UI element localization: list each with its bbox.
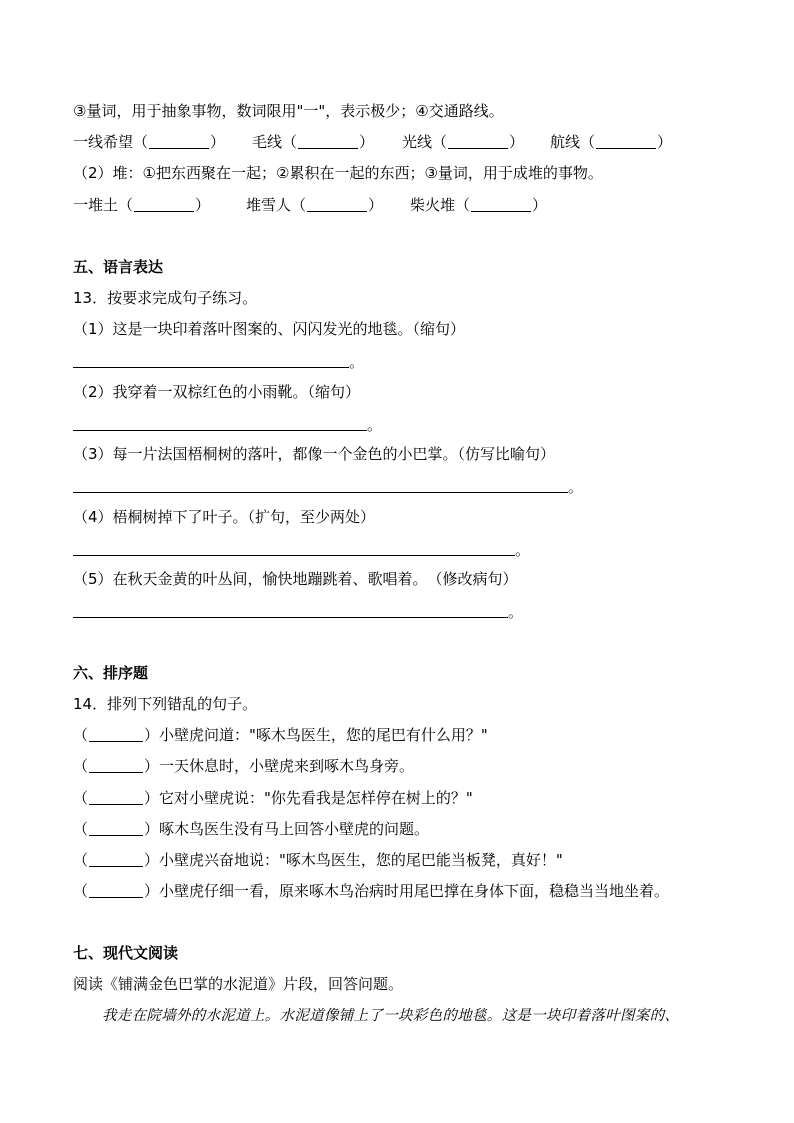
open-paren: （ — [73, 851, 89, 869]
reading-intro: 阅读《铺满金色巴掌的水泥道》片段，回答问题。 — [73, 975, 404, 993]
ordering-text: 小壁虎仔细一看，原来啄木鸟治病时用尾巴撑在身体下面，稳稳当当地坐着。 — [159, 882, 670, 900]
word-item — [73, 132, 225, 152]
close-paren: ） — [144, 789, 160, 807]
open-paren: （ — [291, 196, 307, 214]
word-item — [252, 132, 374, 152]
word-label: 柴火堆 — [410, 196, 456, 214]
period: 。 — [367, 416, 383, 434]
period: 。 — [568, 478, 584, 496]
order-blank[interactable] — [89, 883, 143, 898]
section-5-title: 五、语言表达 — [73, 258, 164, 276]
ordering-text: 小壁虎问道："啄木鸟医生，您的尾巴有什么用？" — [159, 726, 488, 744]
close-paren: ） — [144, 820, 160, 838]
answer-blank[interactable] — [448, 134, 508, 149]
word-item — [410, 195, 547, 215]
word-item — [246, 195, 383, 215]
open-paren: （ — [432, 133, 448, 151]
order-blank[interactable] — [89, 790, 143, 805]
order-blank[interactable] — [89, 821, 143, 836]
sentence-item: （3）每一片法国梧桐树的落叶，都像一个金色的小巴掌。（仿写比喻句） — [73, 445, 556, 463]
close-paren: ） — [657, 133, 673, 151]
answer-blank[interactable] — [134, 197, 194, 212]
passage-text: 我走在院墙外的水泥道上。水泥道像铺上了一块彩色的地毯。这是一块印着落叶图案的、 — [102, 1008, 680, 1024]
sentence-item: （2）我穿着一双棕红色的小雨靴。（缩句） — [73, 383, 361, 401]
period: 。 — [349, 353, 365, 371]
open-paren: （ — [73, 726, 89, 744]
open-paren: （ — [73, 789, 89, 807]
order-blank[interactable] — [89, 758, 143, 773]
period: 。 — [515, 541, 531, 559]
answer-blank[interactable] — [596, 134, 656, 149]
open-paren: （ — [73, 757, 89, 775]
ordering-item — [73, 756, 414, 776]
question-13: 13．按要求完成句子练习。 — [73, 289, 258, 307]
word-label: 一线希望 — [73, 133, 134, 151]
word-item — [550, 132, 672, 152]
ordering-text: 小壁虎兴奋地说："啄木鸟医生，您的尾巴能当板凳，真好！" — [159, 851, 563, 869]
answer-line[interactable] — [73, 430, 367, 431]
section-6-title: 六、排序题 — [73, 664, 149, 682]
word-label: 堆雪人 — [246, 196, 292, 214]
close-paren: ） — [144, 757, 160, 775]
open-paren: （ — [133, 133, 149, 151]
answer-line[interactable] — [73, 555, 515, 556]
close-paren: ） — [144, 726, 160, 744]
word-item — [402, 132, 524, 152]
question-14: 14．排列下列错乱的句子。 — [73, 695, 258, 713]
ordering-item — [73, 725, 488, 745]
close-paren: ） — [368, 196, 384, 214]
answer-line[interactable] — [73, 617, 508, 618]
order-blank[interactable] — [89, 852, 143, 867]
open-paren: （ — [118, 196, 134, 214]
close-paren: ） — [195, 196, 211, 214]
word-label: 一堆土 — [73, 196, 119, 214]
close-paren: ） — [359, 133, 375, 151]
answer-blank[interactable] — [307, 197, 367, 212]
sentence-item: （1）这是一块印着落叶图案的、闪闪发光的地毯。（缩句） — [73, 320, 466, 338]
order-blank[interactable] — [89, 727, 143, 742]
answer-blank[interactable] — [149, 134, 209, 149]
q12-liang-definition: ③量词，用于抽象事物，数词限用"一"，表示极少；④交通路线。 — [73, 102, 504, 120]
section-7-title: 七、现代文阅读 — [73, 944, 179, 962]
q12-dui-definition: （2）堆：①把东西聚在一起；②累积在一起的东西；③量词，用于成堆的事物。 — [73, 164, 603, 182]
ordering-text: 它对小壁虎说："你先看我是怎样停在树上的？" — [159, 789, 473, 807]
ordering-text: 一天休息时，小壁虎来到啄木鸟身旁。 — [159, 757, 415, 775]
period: 。 — [508, 603, 524, 621]
ordering-item — [73, 881, 669, 901]
open-paren: （ — [282, 133, 298, 151]
word-label: 航线 — [550, 133, 581, 151]
word-label: 光线 — [402, 133, 433, 151]
close-paren: ） — [532, 196, 548, 214]
close-paren: ） — [144, 882, 160, 900]
word-item — [73, 195, 210, 215]
sentence-item: （4）梧桐树掉下了叶子。（扩句，至少两处） — [73, 508, 376, 526]
open-paren: （ — [580, 133, 596, 151]
open-paren: （ — [73, 820, 89, 838]
answer-line[interactable] — [73, 367, 349, 368]
close-paren: ） — [509, 133, 525, 151]
ordering-item — [73, 850, 563, 870]
answer-blank[interactable] — [298, 134, 358, 149]
word-label: 毛线 — [252, 133, 283, 151]
open-paren: （ — [73, 882, 89, 900]
answer-line[interactable] — [73, 492, 568, 493]
ordering-text: 啄木鸟医生没有马上回答小壁虎的问题。 — [159, 820, 430, 838]
ordering-item — [73, 819, 429, 839]
open-paren: （ — [455, 196, 471, 214]
sentence-item: （5）在秋天金黄的叶丛间，愉快地蹦跳着、歌唱着。 （修改病句） — [73, 570, 518, 588]
close-paren: ） — [144, 851, 160, 869]
ordering-item — [73, 788, 473, 808]
answer-blank[interactable] — [471, 197, 531, 212]
close-paren: ） — [210, 133, 226, 151]
